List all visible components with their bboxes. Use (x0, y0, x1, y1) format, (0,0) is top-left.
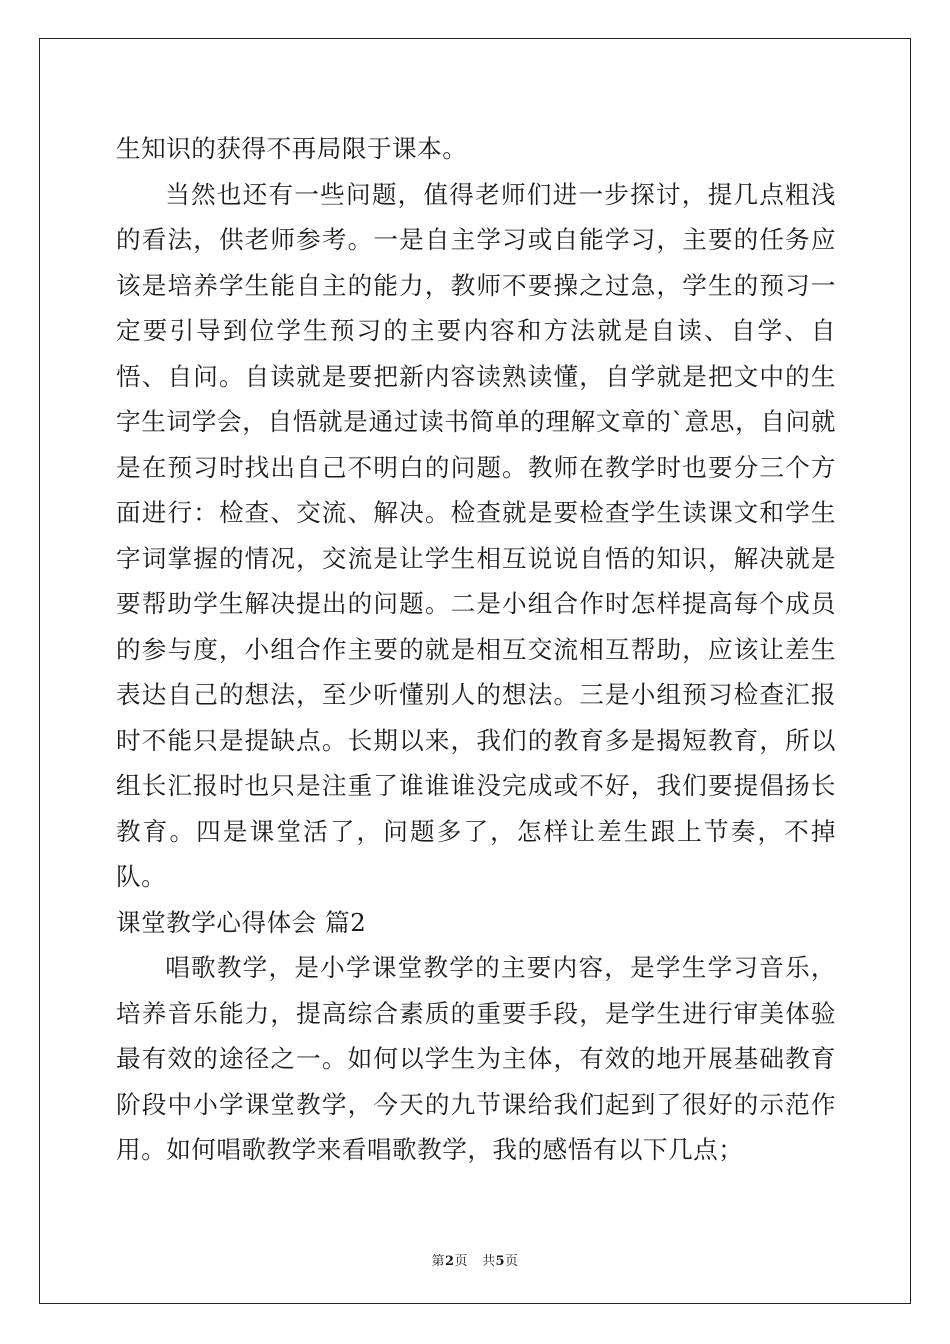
paragraph-3: 唱歌教学，是小学课堂教学的主要内容，是学生学习音乐，培养音乐能力，提高综合素质的重要手段，是学生进行审美体验最有效的途径之一。如何以学生为主体，有效的地开展基础教育阶段中小学课堂教学，今天的九节课给我们起到了很好的示范作用。如何唱歌教学来看唱歌教学，我的感悟有以下几点； (116, 953, 836, 1164)
paragraph-2: 当然也还有一些问题，值得老师们进一步探讨，提几点粗浅的看法，供老师参考。一是自主学习或自能学习，主要的任务应该是培养学生能自主的能力，教师不要操之过急，学生的预习一定要引导到位学生预习的主要内容和方法就是自读、自学、自悟、自问。自读就是要把新内容读熟读懂，自学就是把文中的生字生词学会，自悟就是通过读书简单的理解文章的`意思，自问就是在预习时找出自己不明白的问题。教师在教学时也要分三个方面进行：检查、交流、解决。检查就是要检查学生读课文和学生字词掌握的情况，交流是让学生相互说说自悟的知识，解决就是要帮助学生解决提出的问题。二是小组合作时怎样提高每个成员的参与度，小组合作主要的就是相互交流相互帮助，应该让差生表达自己的想法，至少听懂别人的想法。三是小组预习检查汇报时不能只是提缺点。长期以来，我们的教育多是揭短教育，所以组长汇报时也只是注重了谁谁谁没完成或不好，我们要提倡扬长教育。四是课堂活了，问题多了，怎样让差生跟上节奏，不掉队。 (116, 179, 836, 891)
footer-total-suffix: 页 (505, 1254, 519, 1269)
section-heading: 课堂教学心得体会 篇2 (116, 907, 367, 937)
footer-total-prefix: 共 (481, 1254, 496, 1269)
document-body (116, 126, 836, 1173)
footer-page-suffix: 页 (454, 1254, 469, 1269)
footer-total-pages: 5 (495, 1254, 506, 1269)
page-footer (0, 1250, 950, 1269)
paragraph-1: 生知识的获得不再局限于课本。 (116, 134, 468, 163)
footer-page-number: 2 (444, 1254, 455, 1269)
footer-prefix: 第 (431, 1254, 445, 1269)
